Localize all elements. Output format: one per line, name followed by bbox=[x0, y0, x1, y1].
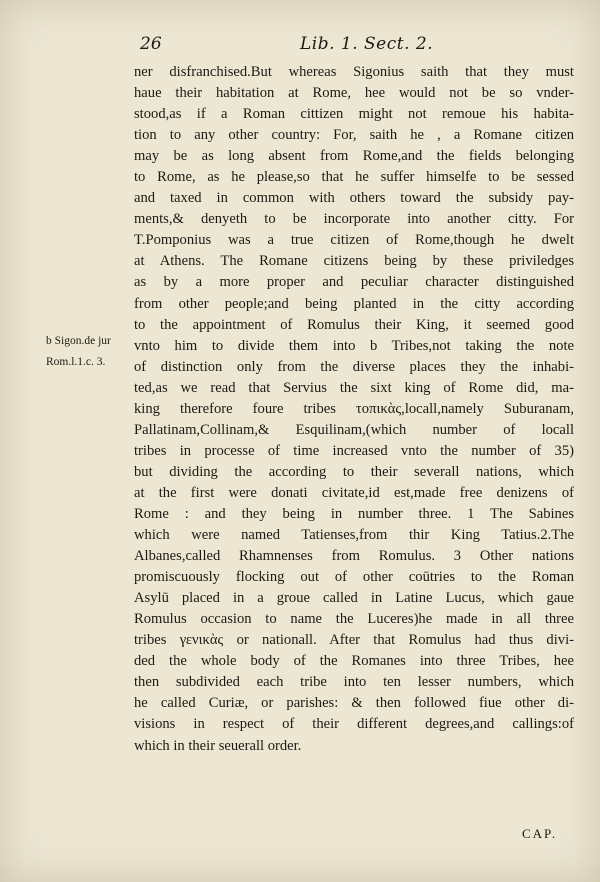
text-line: which were named Tatienses,from thir King Tatius.2.The bbox=[134, 527, 574, 544]
text-line: king therefore foure tribes τοπικὰς,locall,namely Suburanam, bbox=[134, 400, 574, 417]
text-line: Asylū placed in a groue called in Latine Lucus, which gaue bbox=[134, 590, 574, 607]
text-line: vnto him to divide them into b Tribes,not taking the note bbox=[134, 337, 574, 354]
text-line: ded the whole body of the Romanes into three Tribes, hee bbox=[134, 653, 574, 670]
text-line: tribes γενικὰς or nationall. After that Romulus had thus divi- bbox=[134, 632, 574, 649]
text-line: ments,& denyeth to be incorporate into another citty. For bbox=[134, 211, 574, 228]
text-line: may be as long absent from Rome,and the fields belonging bbox=[134, 148, 574, 165]
text-line: at the first were donati civitate,id est,made free denizens of bbox=[134, 484, 574, 501]
text-line: to Rome, as he please,so that he suffer himselfe to be sessed bbox=[134, 169, 574, 186]
text-line: T.Pomponius was a true citizen of Rome,though he dwelt bbox=[134, 232, 574, 249]
text-line: of distinction only from the diverse places they the inhabi- bbox=[134, 358, 574, 375]
catchword: CAP. bbox=[522, 826, 558, 841]
margin-note: b Sigon.de jur bbox=[46, 335, 111, 347]
text-line: ted,as we read that Servius the sixt king of Rome did, ma- bbox=[134, 379, 574, 396]
text-line: Pallatinam,Collinam,& Esquilinam,(which number of locall bbox=[134, 421, 574, 438]
text-line: Albanes,called Rhamnenses from Romulus. 3 Other nations bbox=[134, 548, 574, 565]
text-line: from other people;and being planted in the citty according bbox=[134, 295, 574, 312]
running-title: Lib. 1. Sect. 2. bbox=[300, 34, 434, 54]
text-line: as by a more proper and peculiar character distinguished bbox=[134, 274, 574, 291]
text-line: tribes in processe of time increased vnto the number of 35) bbox=[134, 442, 574, 459]
text-block bbox=[134, 62, 574, 757]
text-line: haue their habitation at Rome, hee would not be so vnder- bbox=[134, 85, 574, 102]
text-line: promiscuously flocking out of other coūtries to the Roman bbox=[134, 569, 574, 586]
text-line: then subdivided each tribe into ten lesser numbers, which bbox=[134, 674, 574, 691]
text-line: Rome : and they being in number three. 1 The Sabines bbox=[134, 505, 574, 522]
text-line: to the appointment of Romulus their King, it seemed good bbox=[134, 316, 574, 333]
running-header bbox=[0, 34, 600, 54]
text-line: he called Curiæ, or parishes: & then followed fiue other di- bbox=[134, 695, 574, 712]
text-line: at Athens. The Romane citizens being by these priviledges bbox=[134, 253, 574, 270]
text-line: but dividing the according to their severall nations, which bbox=[134, 463, 574, 480]
text-line: visions in respect of their different degrees,and callings:of bbox=[134, 716, 574, 733]
text-line: Romulus occasion to name the Luceres)he made in all three bbox=[134, 611, 574, 628]
text-line: tion to any other country: For, saith he , a Romane citizen bbox=[134, 127, 574, 144]
text-line: which in their seuerall order. bbox=[134, 737, 302, 754]
text-line: ner disfranchised.But whereas Sigonius saith that they must bbox=[134, 64, 574, 80]
text-line: stood,as if a Roman cittizen might not remoue his habita- bbox=[134, 106, 574, 123]
text-line: and taxed in common with others toward the subsidy pay- bbox=[134, 190, 574, 207]
margin-note: Rom.l.1.c. 3. bbox=[46, 356, 106, 368]
page-number: 26 bbox=[140, 34, 162, 54]
